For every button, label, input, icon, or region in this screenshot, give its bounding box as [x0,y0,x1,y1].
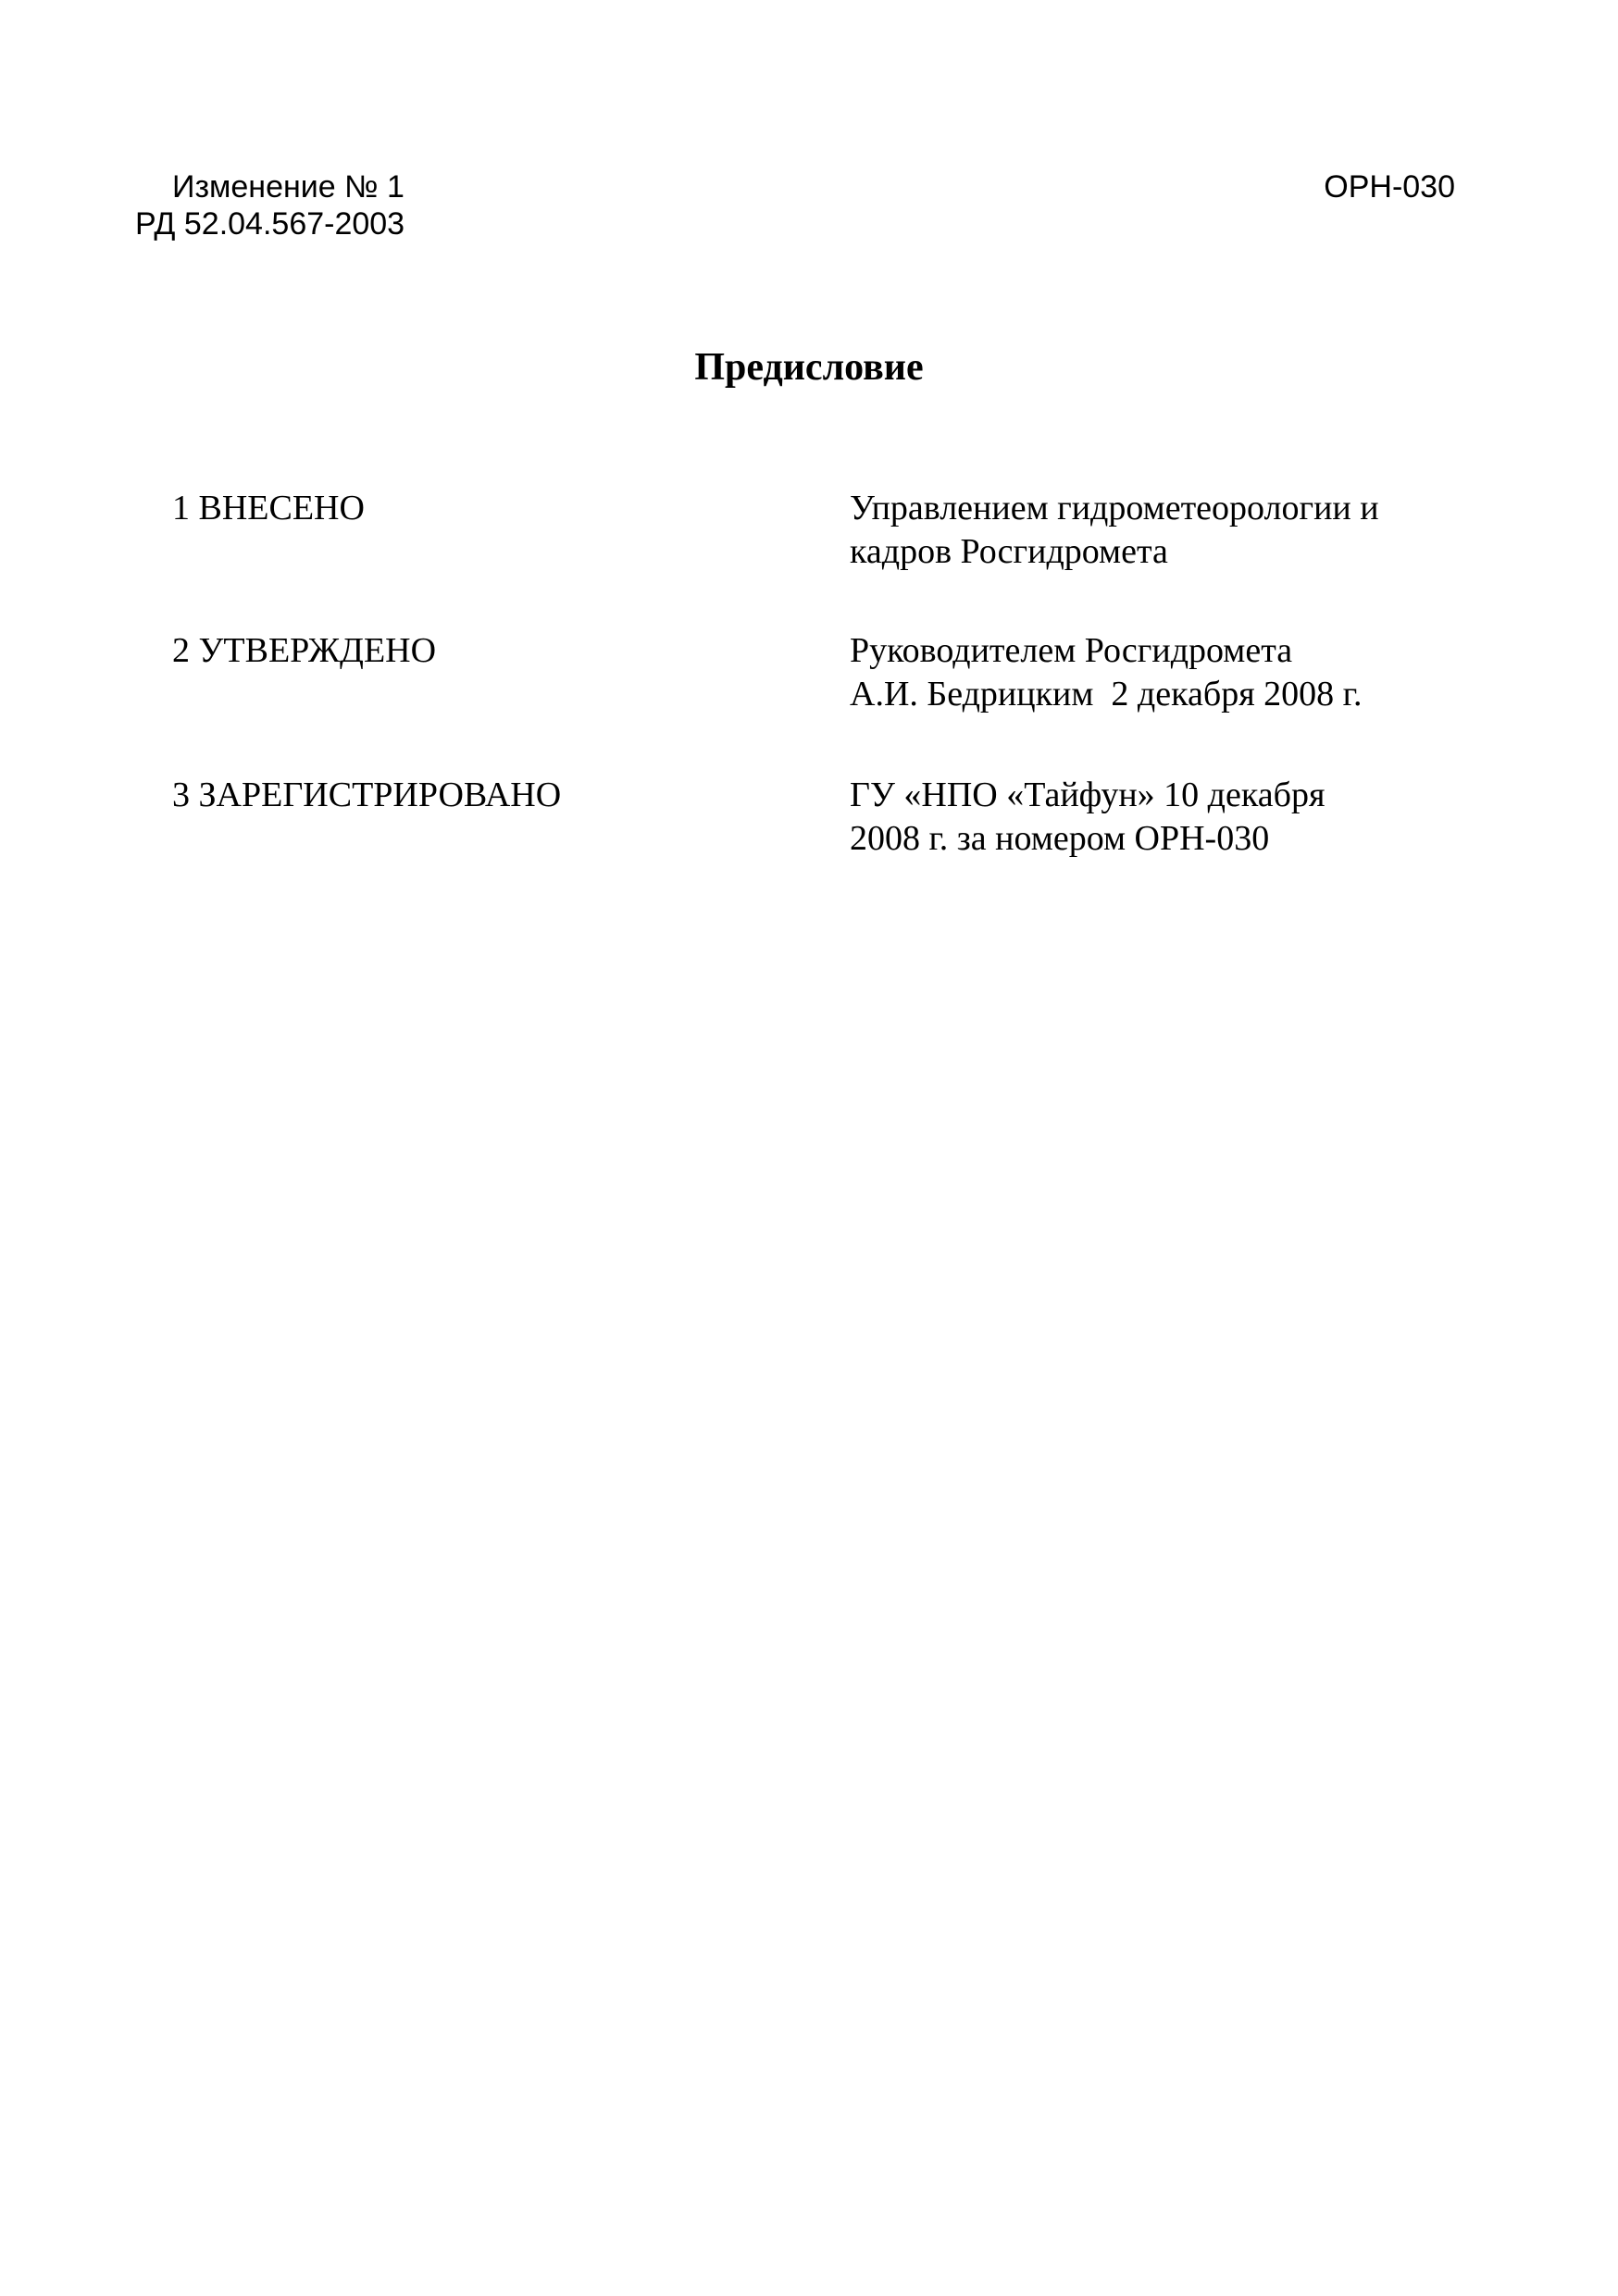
change-number-label: Изменение № 1 [172,169,404,205]
item-value [850,774,1498,861]
item-value-line: 2008 г. за номером ОРН-030 [850,819,1270,858]
item-label: 3 ЗАРЕГИСТРИРОВАНО [172,776,562,814]
item-value-line: кадров Росгидромета [850,532,1168,571]
item-value-line: ГУ «НПО «Тайфун» 10 декабря [850,776,1326,814]
item-value [850,629,1498,716]
item-value-line: Руководителем Росгидромета [850,631,1293,670]
document-header-left [135,168,404,242]
item-label: 1 ВНЕСЕНО [172,489,365,527]
item-label: 2 УТВЕРЖДЕНО [172,631,437,670]
item-value-line: Управлением гидрометеорологии и [850,489,1379,527]
item-value-line: А.И. Бедрицким 2 декабря 2008 г. [850,675,1363,714]
page-title: Предисловие [694,346,924,389]
item-value [850,487,1498,574]
document-code: РД 52.04.567-2003 [135,206,405,242]
registration-code: ОРН-030 [1324,169,1455,205]
